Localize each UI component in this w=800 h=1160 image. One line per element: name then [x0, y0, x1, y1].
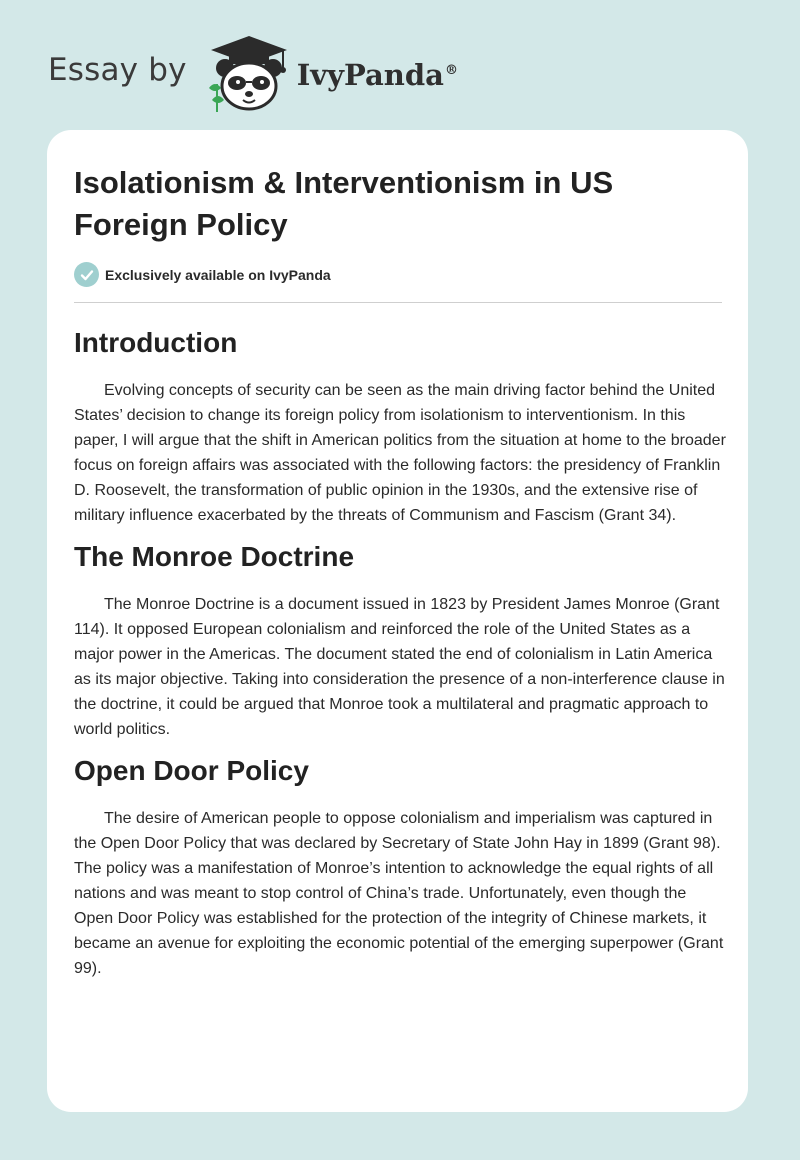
essay-title: Isolationism & Interventionism in US Foreign Policy: [74, 165, 614, 242]
section-heading: Introduction: [74, 327, 238, 358]
panda-graduate-icon[interactable]: [203, 34, 295, 114]
section-paragraph: The desire of American people to oppose colonialism and imperialism was captured in the Open Door Policy that was declared by Secretary of State John Hay in 1899 (Grant 98). The policy was a manifestation of Monroe’s intention to acknowledge the equal rights of all nations and was meant to stop control of China’s trade. Unfortunately, even though the Open Door Policy was established for the protection of the integrity of Chinese markets, it became an avenue for exploiting the economic potential of the emerging superpower (Grant 99).: [74, 810, 724, 977]
exclusive-badge: [74, 262, 331, 287]
essay-card: [47, 130, 748, 1112]
essay-content: [74, 322, 726, 989]
site-header: [48, 34, 458, 114]
check-icon: [74, 262, 99, 287]
section-open-door-policy: [74, 750, 726, 981]
section-introduction: [74, 322, 726, 528]
registered-mark: ®: [444, 63, 458, 79]
section-heading: The Monroe Doctrine: [74, 541, 355, 572]
essay-by-label: Essay by: [48, 52, 187, 88]
section-paragraph: The Monroe Doctrine is a document issued in 1823 by President James Monroe (Grant 114). It opposed European colonialism and reinforced the role of the United States as a major power in the Americas. The document stated the end of colonialism in Latin America as its major objective. Taking into consideration the presence of a non-interference clause in the doctrine, it could be argued that Monroe took a multilateral and pragmatic approach to world politics.: [74, 596, 725, 738]
section-paragraph: Evolving concepts of security can be seen as the main driving factor behind the United States’ decision to change its foreign policy from isolationism to interventionism. In this paper, I will argue that the shift in American politics from the situation at home to the broader focus on foreign affairs was associated with the following factors: the presidency of Franklin D. Roosevelt, the transformation of public opinion in the 1930s, and the extensive rise of military influence exacerbated by the threats of Communism and Fascism (Grant 34).: [74, 382, 726, 524]
divider: [74, 302, 722, 303]
brand-name[interactable]: IvyPanda®: [296, 58, 458, 92]
section-heading: Open Door Policy: [74, 755, 309, 786]
exclusive-text: Exclusively available on IvyPanda: [105, 266, 331, 283]
section-monroe-doctrine: [74, 536, 726, 742]
